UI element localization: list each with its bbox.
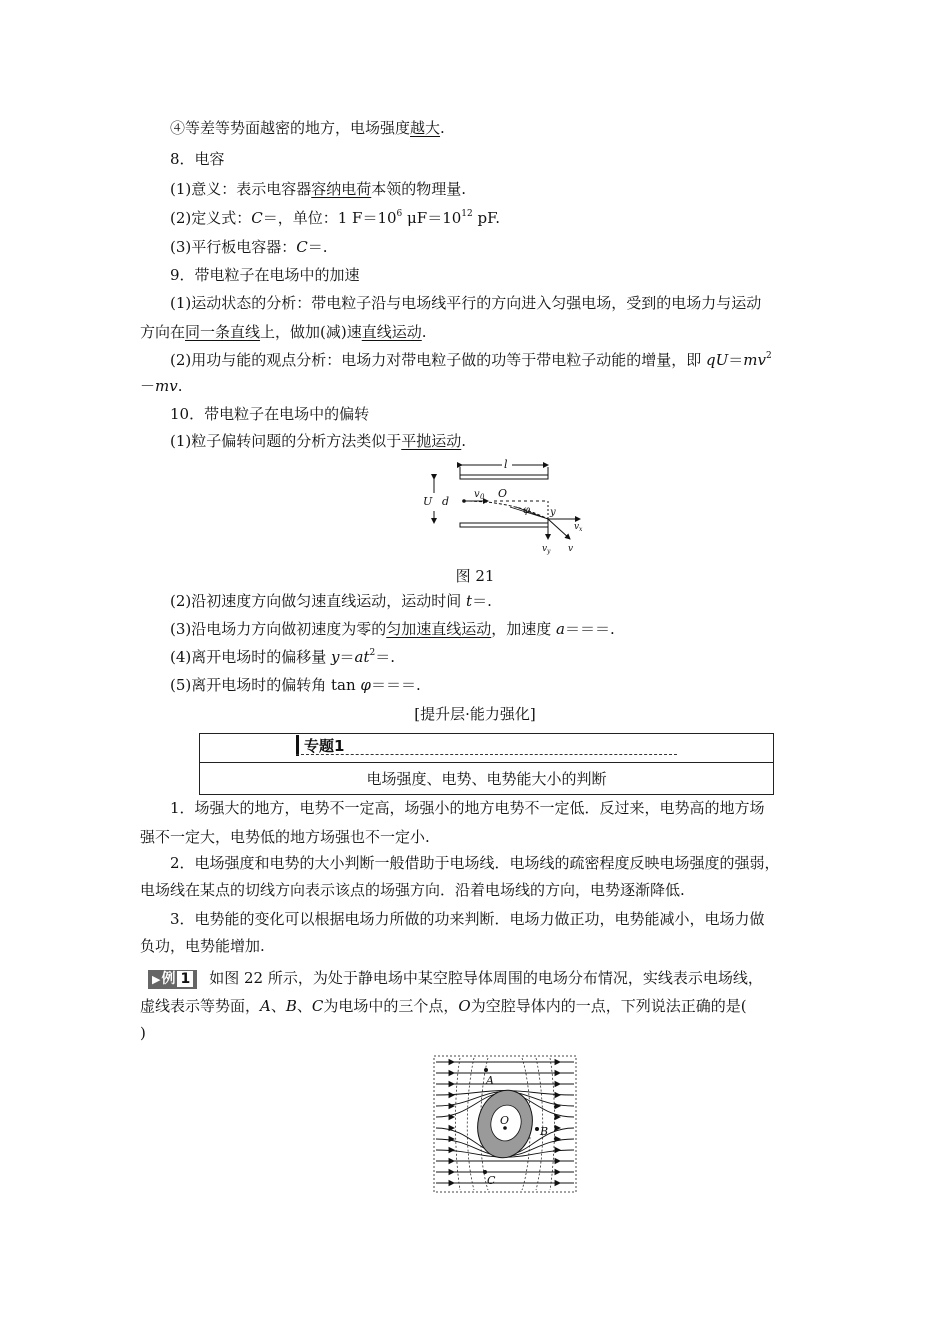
section-heading-8: 8．电容 xyxy=(170,150,225,168)
figure-21-deflection-diagram xyxy=(420,455,590,557)
divider xyxy=(296,754,677,755)
paragraph-line: 电场线在某点的切线方向表示该点的场强方向．沿着电场线的方向，电势逐渐降低. xyxy=(140,881,685,899)
label-vy: v xyxy=(542,544,548,554)
label-vx: v xyxy=(574,522,580,532)
label-d: d xyxy=(442,495,450,508)
label-l: l xyxy=(504,458,508,471)
text-line: ④等差等势面越密的地方，电场强度越大. xyxy=(170,119,445,137)
text-line: (3)沿电场力方向做初速度为零的匀加速直线运动，加速度 a＝＝＝. xyxy=(170,620,615,638)
label-v: v xyxy=(568,544,574,554)
text-line: －mv. xyxy=(140,377,183,395)
label-O: O xyxy=(498,487,508,500)
text-line: 方向在同一条直线上，做加(减)速直线运动. xyxy=(140,323,427,341)
section-heading-10: 10．带电粒子在电场中的偏转 xyxy=(170,405,370,423)
label-B: B xyxy=(540,1125,549,1138)
paragraph-line: 强不一定大，电势低的地方场强也不一定小. xyxy=(140,828,430,846)
text-line: (2)用功与能的观点分析：电场力对带电粒子做的功等于带电粒子动能的增量，即 $qU=mv^2$ xyxy=(170,351,772,369)
example-1-line: 虚线表示等势面，A、B、C为电场中的三个点，O为空腔导体内的一点，下列说法正确的是( xyxy=(140,997,747,1015)
label-U: U xyxy=(423,495,433,508)
paragraph-line: 2．电场强度和电势的大小判断一般借助于电场线．电场线的疏密程度反映电场强度的强弱， xyxy=(170,854,780,872)
figure-21-caption: 图 21 xyxy=(455,567,495,585)
layer-heading: [提升层·能力强化] xyxy=(414,705,536,723)
divider xyxy=(200,762,773,763)
label-O: O xyxy=(500,1114,510,1127)
text-line: (4)离开电场时的偏移量 $y=at^2=$. xyxy=(170,648,396,666)
label-phi: φ xyxy=(523,505,531,516)
text-line: (1)粒子偏转问题的分析方法类似于平抛运动. xyxy=(170,432,467,450)
label-y: y xyxy=(550,507,556,518)
label-C: C xyxy=(487,1174,496,1187)
paragraph-line: 3．电势能的变化可以根据电场力所做的功来判断．电场力做正功，电势能减小，电场力做 xyxy=(170,910,765,928)
topic-tag: 专题1 xyxy=(296,735,344,756)
label-A: A xyxy=(486,1074,494,1087)
topic-title: 电场强度、电势、电势能大小的判断 xyxy=(366,770,607,788)
paragraph-line: 负功，电势能增加. xyxy=(140,937,265,955)
label-vx-sub: x xyxy=(579,526,583,533)
label-v0: v xyxy=(474,489,480,500)
text-line: (5)离开电场时的偏转角 tan φ＝＝＝. xyxy=(170,676,421,694)
figure-22-field-diagram xyxy=(430,1052,580,1196)
text-line: (2)沿初速度方向做匀速直线运动，运动时间 t＝. xyxy=(170,592,492,610)
example-badge: ▶例 1 xyxy=(148,970,197,989)
label-vy-sub: y xyxy=(547,548,551,555)
example-1-line: ▶例 1 如图 22 所示，为处于静电场中某空腔导体周围的电场分布情况，实线表示电场线， xyxy=(148,968,763,989)
text-line: (3)平行板电容器：C＝. xyxy=(170,238,328,256)
text-line: (2)定义式：C＝，单位：1 $F=10^6$ $\mu F=10^{12}$ pF. xyxy=(170,209,500,227)
paragraph-line: 1．场强大的地方，电势不一定高，场强小的地方电势不一定低．反过来，电势高的地方场 xyxy=(170,799,765,817)
example-1-line: ) xyxy=(140,1024,146,1042)
label-v0-sub: 0 xyxy=(480,493,485,501)
text-line: (1)意义：表示电容器容纳电荷本领的物理量. xyxy=(170,180,467,198)
section-heading-9: 9．带电粒子在电场中的加速 xyxy=(170,266,360,284)
topic-box xyxy=(199,733,774,795)
text-line: (1)运动状态的分析：带电粒子沿与电场线平行的方向进入匀强电场，受到的电场力与运动 xyxy=(170,294,762,312)
